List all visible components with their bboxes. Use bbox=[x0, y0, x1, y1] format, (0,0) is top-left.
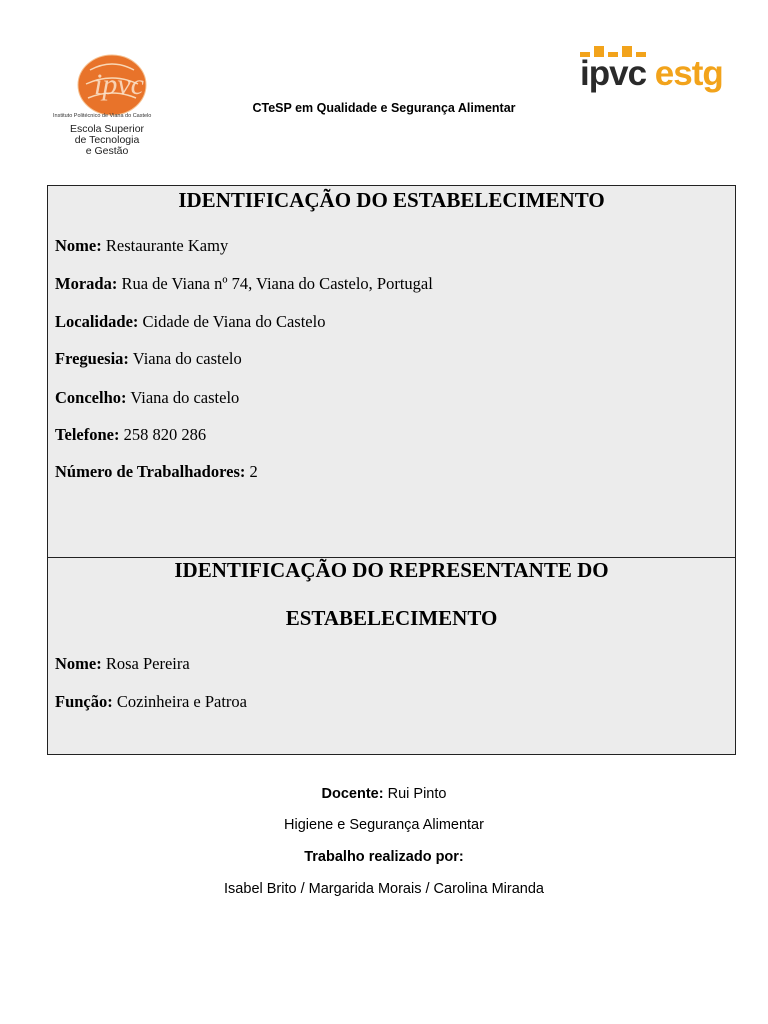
field-morada: Morada: Rua de Viana nº 74, Viana do Castelo, Portugal bbox=[55, 274, 433, 293]
field-telefone: Telefone: 258 820 286 bbox=[55, 425, 207, 444]
field-concelho: Concelho: Viana do castelo bbox=[55, 388, 240, 407]
ipvc-estg-wordmark: ipvc estg bbox=[580, 54, 723, 93]
representative-title-line2: ESTABELECIMENTO bbox=[285, 606, 498, 630]
establishment-section bbox=[47, 185, 736, 558]
establishment-title: IDENTIFICAÇÃO DO ESTABELECIMENTO bbox=[178, 188, 605, 212]
representative-title-line1: IDENTIFICAÇÃO DO REPRESENTANTE DO bbox=[174, 558, 609, 582]
field-rep-nome: Nome: Rosa Pereira bbox=[55, 654, 190, 673]
svg-text:ipvc: ipvc bbox=[94, 68, 144, 101]
work-by-label: Trabalho realizado por: bbox=[304, 849, 464, 865]
subject-line: Higiene e Segurança Alimentar bbox=[284, 817, 484, 833]
field-numero-trabalhadores: Número de Trabalhadores: 2 bbox=[55, 462, 258, 481]
authors-line: Isabel Brito / Margarida Morais / Carolina Miranda bbox=[224, 881, 544, 897]
course-title: CTeSP em Qualidade e Segurança Alimentar bbox=[252, 101, 516, 115]
representative-section bbox=[47, 557, 736, 755]
institute-name: Instituto Politécnico de Viana do Castelo bbox=[53, 113, 152, 119]
ipvc-estg-logo bbox=[580, 44, 725, 106]
docente-line: Docente: Rui Pinto bbox=[321, 786, 447, 802]
school-name: Escola Superior de Tecnologia e Gestão bbox=[69, 123, 145, 157]
field-freguesia: Freguesia: Viana do castelo bbox=[55, 349, 242, 368]
field-rep-funcao: Função: Cozinheira e Patroa bbox=[55, 692, 247, 711]
field-nome: Nome: Restaurante Kamy bbox=[55, 236, 229, 255]
field-localidade: Localidade: Cidade de Viana do Castelo bbox=[55, 312, 326, 331]
